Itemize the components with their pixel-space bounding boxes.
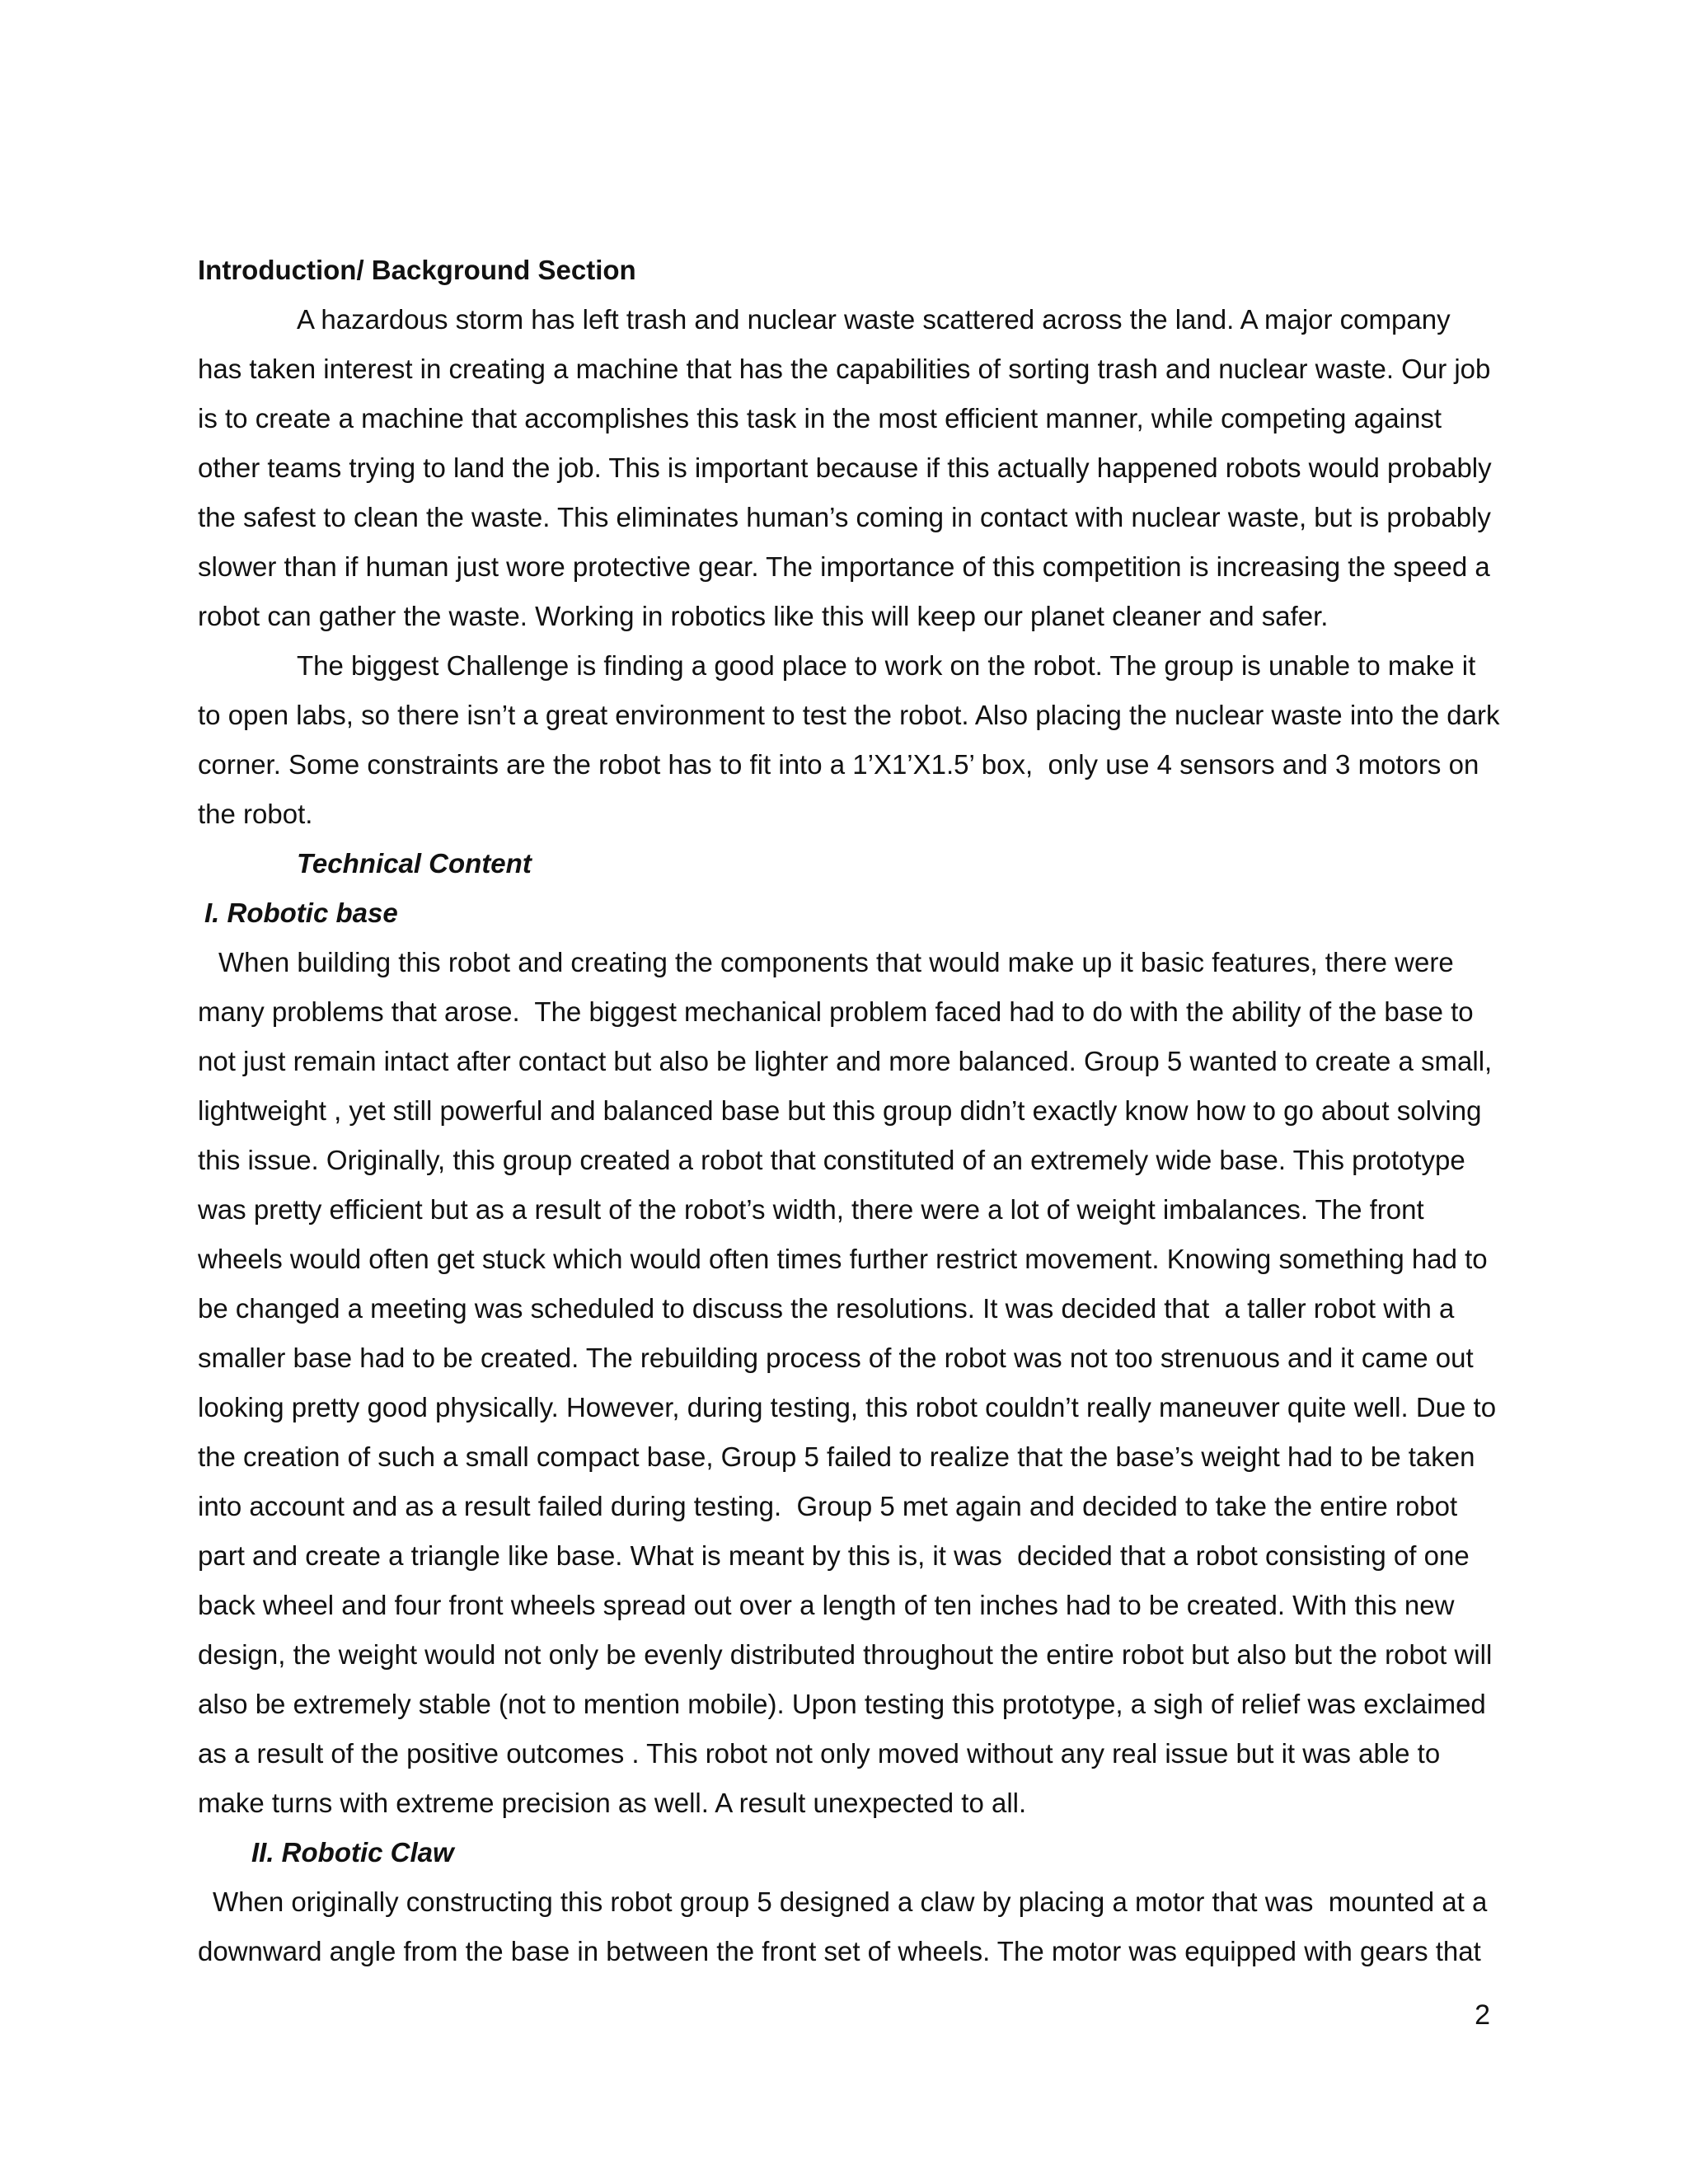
intro-paragraph-1 (198, 295, 1492, 641)
text-line: is to create a machine that accomplishes this task in the most efficient manner, while competing against (198, 403, 1442, 434)
text-line: to open labs, so there isn’t a great environment to test the robot. Also placing the nuclear waste into the dark (198, 700, 1500, 730)
text-line: The biggest Challenge is finding a good place to work on the robot. The group is unable to make it (297, 650, 1476, 681)
robotic-base-heading: I. Robotic base (204, 898, 398, 928)
text-line: be changed a meeting was scheduled to discuss the resolutions. It was decided that a taller robot with a (198, 1293, 1455, 1324)
text-line: lightweight , yet still powerful and balanced base but this group didn’t exactly know how to go about solving (198, 1095, 1482, 1126)
text-line: When originally constructing this robot group 5 designed a claw by placing a motor that was mounted at a (213, 1886, 1488, 1917)
text-line: A hazardous storm has left trash and nuclear waste scattered across the land. A major company (297, 304, 1451, 335)
section-title: Introduction/ Background Section (198, 255, 636, 285)
text-line: not just remain intact after contact but also be lighter and more balanced. Group 5 wanted to create a small, (198, 1046, 1493, 1076)
page-number: 2 (1475, 1999, 1490, 2031)
text-line: the creation of such a small compact base, Group 5 failed to realize that the base’s weight had to be taken (198, 1441, 1475, 1472)
text-line: downward angle from the base in between the front set of wheels. The motor was equipped with gears that (198, 1936, 1481, 1966)
text-line: wheels would often get stuck which would often times further restrict movement. Knowing something had to (198, 1244, 1488, 1274)
text-line: many problems that arose. The biggest mechanical problem faced had to do with the ability of the base to (198, 996, 1474, 1027)
text-line: has taken interest in creating a machine that has the capabilities of sorting trash and nuclear waste. Our job (198, 354, 1491, 384)
technical-content-heading: Technical Content (297, 848, 532, 879)
text-line: corner. Some constraints are the robot has to fit into a 1’X1’X1.5’ box, only use 4 sensors and 3 motors on (198, 749, 1479, 780)
text-line: this issue. Originally, this group created a robot that constituted of an extremely wide base. This prototype (198, 1145, 1465, 1175)
text-line: also be extremely stable (not to mention mobile). Upon testing this prototype, a sigh of relief was exclaimed (198, 1689, 1486, 1719)
text-line: back wheel and four front wheels spread out over a length of ten inches had to be created. With this new (198, 1590, 1455, 1620)
text-line: the safest to clean the waste. This eliminates human’s coming in contact with nuclear waste, but is probably (198, 502, 1491, 532)
document-body (198, 246, 1500, 1976)
text-line: the robot. (198, 799, 313, 829)
text-line: make turns with extreme precision as well. A result unexpected to all. (198, 1788, 1027, 1818)
robotic-claw-heading: II. Robotic Claw (251, 1837, 454, 1868)
robotic-claw-paragraph (198, 1877, 1492, 1976)
text-line: was pretty efficient but as a result of the robot’s width, there were a lot of weight imbalances. The front (198, 1194, 1424, 1225)
text-line: design, the weight would not only be evenly distributed throughout the entire robot but also but the robot will (198, 1639, 1493, 1670)
text-line: looking pretty good physically. However, during testing, this robot couldn’t really maneuver quite well. Due to (198, 1392, 1497, 1422)
text-line: into account and as a result failed during testing. Group 5 met again and decided to take the entire robot (198, 1491, 1458, 1521)
robotic-base-paragraph (198, 938, 1497, 1828)
intro-paragraph-2 (198, 641, 1500, 839)
text-line: smaller base had to be created. The rebuilding process of the robot was not too strenuous and it came out (198, 1343, 1474, 1373)
text-line: slower than if human just wore protective gear. The importance of this competition is increasing the speed a (198, 551, 1490, 582)
text-line: When building this robot and creating the components that would make up it basic features, there were (218, 947, 1454, 977)
text-line: part and create a triangle like base. What is meant by this is, it was decided that a robot consisting of one (198, 1540, 1470, 1571)
text-line: other teams trying to land the job. This is important because if this actually happened robots would probably (198, 452, 1492, 483)
text-line: as a result of the positive outcomes . This robot not only moved without any real issue but it was able to (198, 1738, 1441, 1769)
text-line: robot can gather the waste. Working in robotics like this will keep our planet cleaner and safer. (198, 601, 1329, 631)
